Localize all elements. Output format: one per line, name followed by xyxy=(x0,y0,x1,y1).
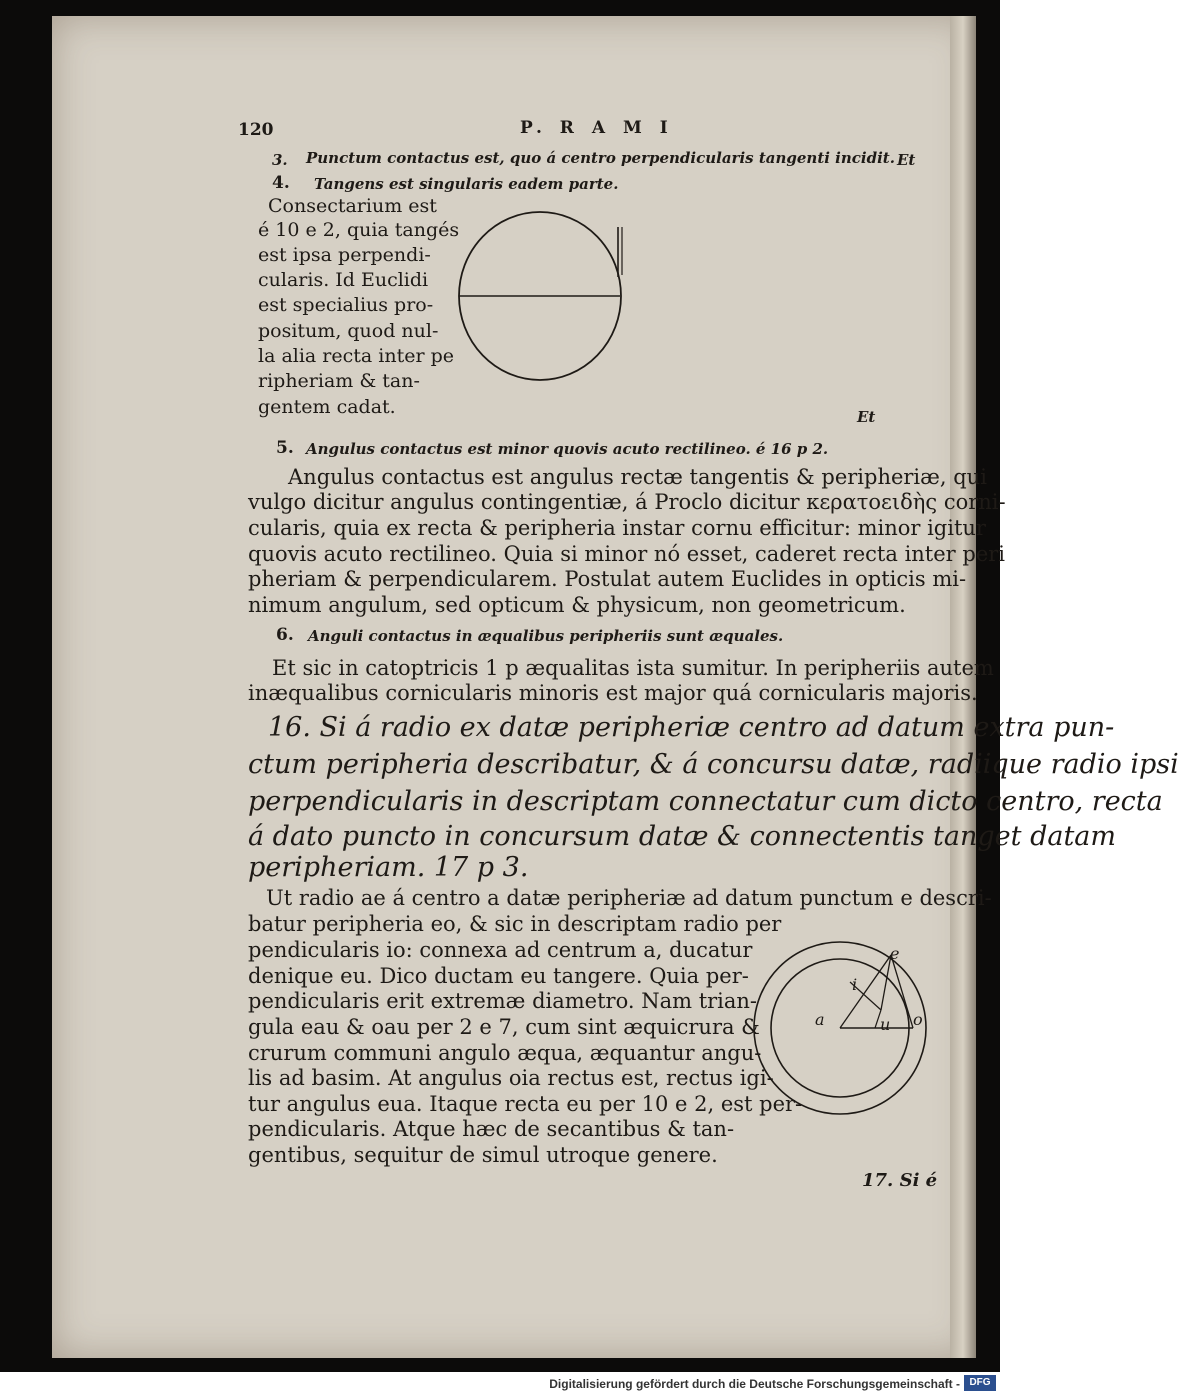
demonstration-line: denique eu. Dico ductam eu tangere. Quia per- xyxy=(248,964,749,988)
footer-credit: Digitalisierung gefördert durch die Deutsche Forschungsgemeinschaft - xyxy=(549,1377,960,1391)
proposition-16-line: ctum peripheria describatur, & á concursu datæ, radiique radio ipsi xyxy=(248,749,1179,780)
item-6-number: 6. xyxy=(276,625,294,645)
paragraph-line: cularis, quia ex recta & peripheria instar cornu efficitur: minor igitur xyxy=(248,516,986,540)
concentric-circles-figure xyxy=(740,940,940,1140)
demonstration-line: lis ad basim. At angulus oia rectus est, rectus igi- xyxy=(248,1066,774,1090)
paragraph-line: inæqualibus cornicularis minoris est major quá cornicularis majoris. xyxy=(248,681,978,705)
figure-label-i: i xyxy=(852,975,858,994)
consectarium-line: est specialius pro- xyxy=(258,294,434,316)
catchword-top: Et xyxy=(897,151,916,169)
demonstration-line: pendicularis erit extremæ diametro. Nam trian- xyxy=(248,989,758,1013)
catchword-bottom: 17. Si é xyxy=(862,1170,938,1191)
demonstration-line: pendicularis io: connexa ad centrum a, ducatur xyxy=(248,938,753,962)
demonstration-line: crurum communi angulo æqua, æquantur angu- xyxy=(248,1041,762,1065)
figure-label-e: e xyxy=(890,944,900,963)
demonstration-line: tur angulus eua. Itaque recta eu per 10 e 2, est per- xyxy=(248,1092,803,1116)
demonstration-line: batur peripheria eo, & sic in descriptam radio per xyxy=(248,912,782,936)
running-title: P. R A M I xyxy=(520,118,674,138)
consectarium-line: cularis. Id Euclidi xyxy=(258,269,429,291)
item-3-text: Punctum contactus est, quo á centro perpendicularis tangenti incidit. xyxy=(306,149,895,167)
consectarium-line: ripheriam & tan- xyxy=(258,370,420,392)
catchword-mid: Et xyxy=(857,408,876,426)
figure-label-o: o xyxy=(913,1010,923,1029)
consectarium-line: positum, quod nul- xyxy=(258,320,439,342)
consectarium-line: é 10 e 2, quia tangés xyxy=(258,219,460,241)
paragraph-line: pheriam & perpendicularem. Postulat autem Euclides in opticis mi- xyxy=(248,567,967,591)
figure-label-a: a xyxy=(815,1010,825,1029)
demonstration-line: gula eau & oau per 2 e 7, cum sint æquicrura & xyxy=(248,1015,760,1039)
item-4-text: Tangens est singularis eadem parte. xyxy=(314,175,619,193)
paragraph-line: Angulus contactus est angulus rectæ tangentis & peripheriæ, qui xyxy=(288,465,987,489)
paragraph-line: vulgo dicitur angulus contingentiæ, á Proclo dicitur κερατοειδὴς corni- xyxy=(248,490,1006,514)
item-5-number: 5. xyxy=(276,438,294,458)
consectarium-line: gentem cadat. xyxy=(258,396,396,418)
dfg-logo: DFG xyxy=(964,1375,996,1391)
proposition-16-line: peripheriam. 17 p 3. xyxy=(248,852,529,883)
item-6-text: Anguli contactus in æqualibus peripheriis sunt æquales. xyxy=(308,627,784,645)
item-5-text: Angulus contactus est minor quovis acuto rectilineo. é 16 p 2. xyxy=(306,440,829,458)
tangent-circle-figure xyxy=(450,205,640,395)
item-4-number: 4. xyxy=(272,173,290,193)
proposition-16-line: 16. Si á radio ex datæ peripheriæ centro ad datum extra pun- xyxy=(268,712,1115,743)
demonstration-line: pendicularis. Atque hæc de secantibus & tan- xyxy=(248,1117,735,1141)
demonstration-line: gentibus, sequitur de simul utroque genere. xyxy=(248,1143,718,1167)
item-3-number: 3. xyxy=(272,151,288,169)
demonstration-line: Ut radio ae á centro a datæ peripheriæ ad datum punctum e descri- xyxy=(266,886,992,910)
page-number: 120 xyxy=(238,120,274,140)
paragraph-line: nimum angulum, sed opticum & physicum, non geometricum. xyxy=(248,593,906,617)
paragraph-line: quovis acuto rectilineo. Quia si minor nó esset, caderet recta inter peri xyxy=(248,542,1006,566)
consectarium-line: Consectarium est xyxy=(268,195,437,217)
figure-label-u: u xyxy=(880,1015,891,1034)
proposition-16-line: perpendicularis in descriptam connectatur cum dicto centro, recta xyxy=(248,786,1163,817)
consectarium-line: est ipsa perpendi- xyxy=(258,244,431,266)
paragraph-line: Et sic in catoptricis 1 p æqualitas ista sumitur. In peripheriis autem xyxy=(272,656,994,680)
consectarium-line: la alia recta inter pe xyxy=(258,345,454,367)
proposition-16-line: á dato puncto in concursum datæ & connectentis tanget datam xyxy=(248,821,1117,852)
